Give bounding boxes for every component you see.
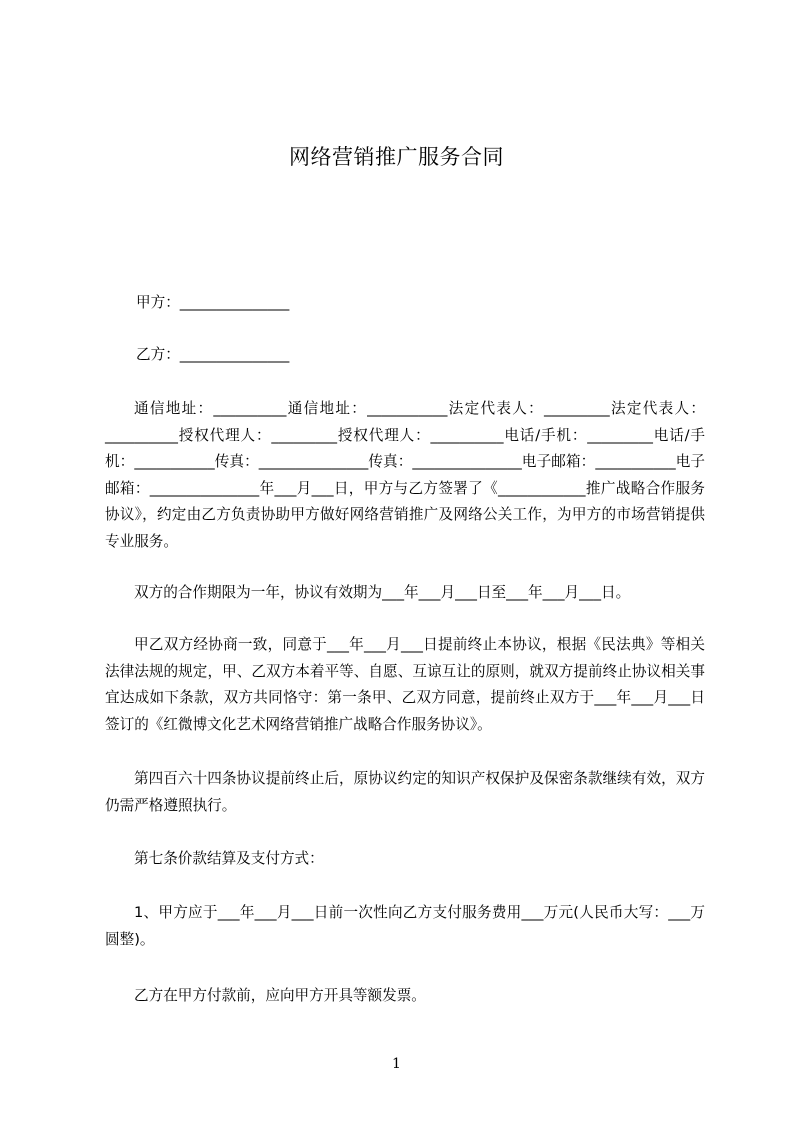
contact-info-paragraph: 通信地址：__________通信地址：___________法定代表人：_________法定代表人：__________授权代理人：_________授权代理人：__________电话/手机：_________电话/手机：___________传真：_______________传真：_______________电子邮箱：___________电子邮箱：_______________年___月___日，甲方与乙方签署了《____________推广战略合作服务协议》，约定由乙方负责协助甲方做好网络营销推广及网络公关工作，为甲方的市场营销提供专业服务。: [105, 400, 705, 550]
payment-paragraph: 1、甲方应于___年___月___日前一次性向乙方支付服务费用___万元(人民币大写：___万圆整)。: [105, 904, 705, 948]
party-b-line: 乙方：_______________: [136, 346, 290, 363]
document-title: 网络营销推广服务合同: [289, 145, 504, 169]
party-a-line: 甲方：_______________: [136, 294, 290, 311]
ip-confidentiality-paragraph: 第四百六十四条协议提前终止后，原协议约定的知识产权保护及保密条款继续有效，双方仍需严格遵照执行。: [105, 770, 705, 814]
termination-paragraph: 甲乙双方经协商一致，同意于___年___月___日提前终止本协议，根据《民法典》等相关法律法规的规定，甲、乙双方本着平等、自愿、互谅互让的原则，就双方提前终止协议相关事宜达成如下条款，双方共同恪守：第一条甲、乙双方同意，提前终止双方于___年___月___日签订的《红微博文化艺术网络营销推广战略合作服务协议》。: [105, 636, 705, 733]
cooperation-period-paragraph: 双方的合作期限为一年，协议有效期为___年___月___日至___年___月___日。: [134, 584, 631, 601]
article-7-heading: 第七条价款结算及支付方式：: [134, 850, 324, 867]
invoice-paragraph: 乙方在甲方付款前，应向甲方开具等额发票。: [134, 987, 426, 1004]
page-number: 1: [392, 1056, 401, 1072]
